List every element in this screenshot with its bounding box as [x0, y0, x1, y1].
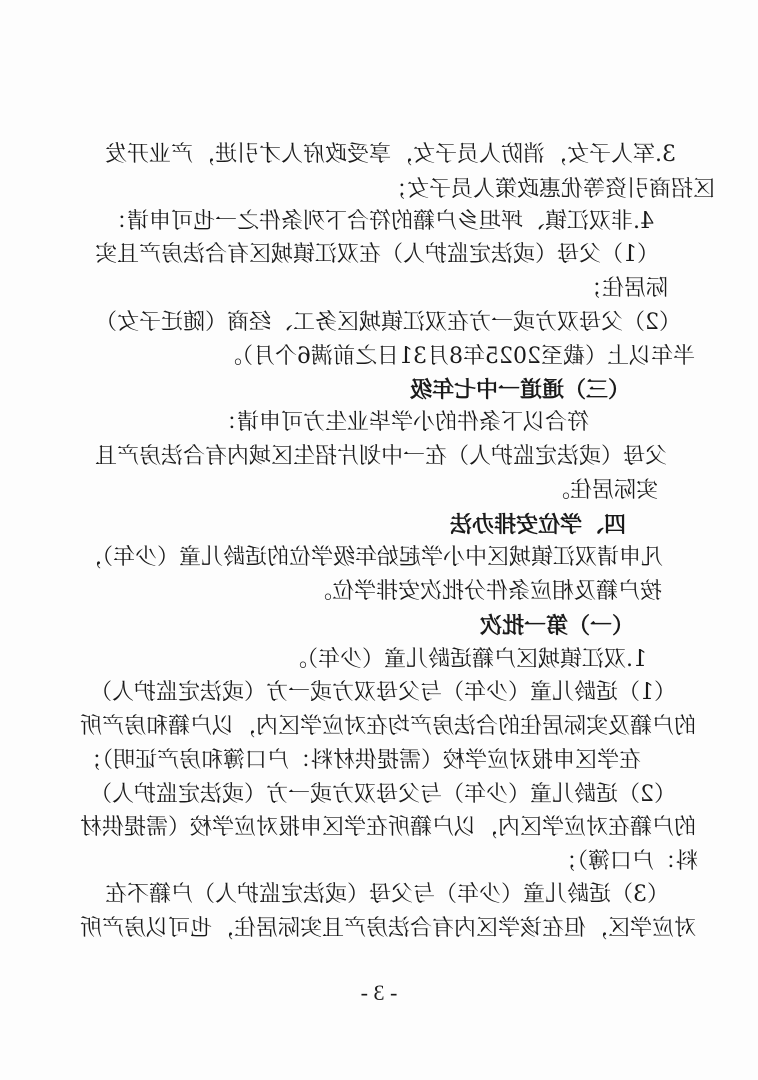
- text-line: （3）适龄儿童（少年）与父母（或法定监护人）户籍不在: [105, 882, 669, 907]
- text-line: 4.非双江镇、坪坦乡户籍的符合下列条件之一也可申请：: [105, 209, 654, 234]
- text-line: 际居住；: [580, 276, 669, 301]
- section-heading: （一）第一批次: [480, 613, 635, 639]
- text-line: （1）适龄儿童（少年）与父母双方或一方（或法定监护人）: [90, 680, 676, 705]
- text-line: 的户籍及实际居住的合法房产均在对应学区内，以户籍和房产所: [80, 714, 697, 739]
- text-line: 按户籍及相应条件分批次安排学位。: [310, 579, 663, 604]
- text-line: 符合以下条件的小学毕业生方可申请：: [215, 410, 590, 435]
- text-line: 1.双江镇城区户籍适龄儿童（少年）。: [285, 647, 647, 672]
- text-line: 在学区申报对应学校（需提供材料：户口簿和房产证明）；: [80, 748, 642, 773]
- text-line: 父母（或法定监护人）在一中划片招生区域内有合法房产且: [95, 444, 668, 469]
- text-line: 料：户口簿）；: [555, 849, 699, 874]
- section-heading: 四、学位安排办法: [450, 512, 627, 538]
- text-line: （2）适龄儿童（少年）与父母双方或一方（或法定监护人）: [90, 782, 676, 807]
- page-number: - 3 -: [360, 980, 398, 1005]
- text-line: 凡申请双江镇城区中小学起始年级学位的适龄儿童（少年），: [80, 545, 664, 570]
- text-line: 对应学区，但在该学区内有合法房产且实际居住，也可以房产所: [80, 916, 697, 941]
- text-line: 半年以上（截至2025年8月31日之前满6个月）。: [220, 344, 695, 369]
- text-line: （2）父母双方或一方在双江镇城区务工、经商（随迁子女）: [95, 310, 681, 335]
- text-line: （1）父母（或法定监护人）在双江镇城区有合法房产且实: [95, 242, 659, 267]
- text-line: 区招商引资等优惠政策人员子女；: [385, 177, 716, 202]
- section-heading: （三）通道一中七年级: [410, 377, 631, 403]
- text-line: 的户籍在对应学区内，以户籍所在学区申报对应学校（需提供材: [80, 815, 697, 840]
- text-line: 3.军人子女，消防人员子女，享受政府人才引进，产业开发: [105, 142, 676, 167]
- text-line: 实际居住。: [548, 478, 659, 503]
